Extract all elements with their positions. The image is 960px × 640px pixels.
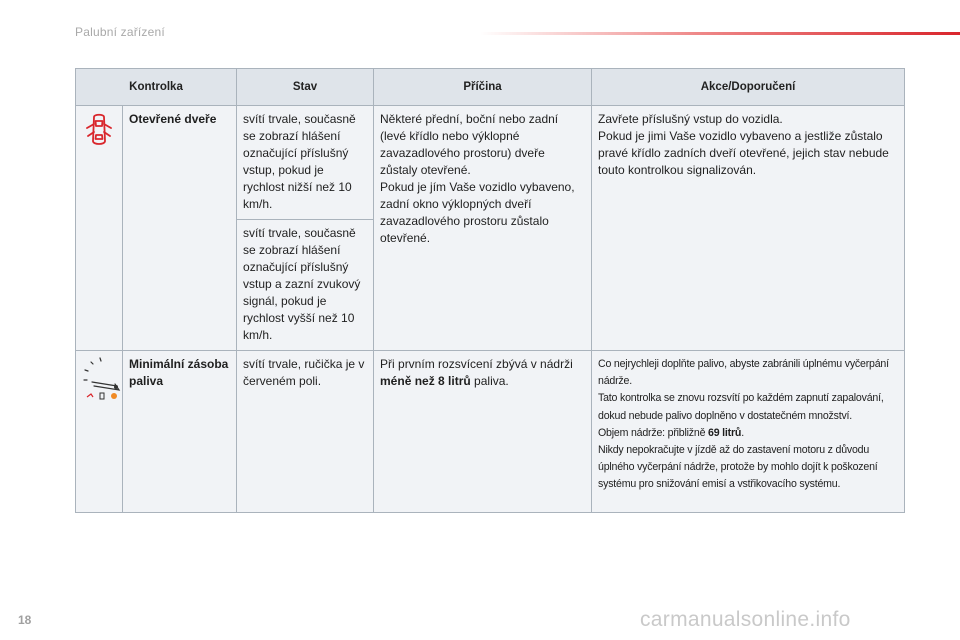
action-fuel-line-1: Co nejrychleji doplňte palivo, abyste zabránili úplnému vyčerpání nádrže. bbox=[598, 358, 889, 388]
action-fuel-tank-volume: 69 litrů bbox=[708, 426, 742, 439]
header-accent-line bbox=[480, 32, 960, 35]
action-fuel-line-4: Nikdy nepokračujte v jízdě až do zastavení motoru z důvodu úplného vyčerpání nádrže, protože by mohlo dojít k poškození systému pro snižování emisí a vstřikovacího systému. bbox=[598, 444, 878, 491]
fuel-icon-cell bbox=[76, 351, 123, 513]
door-icon-cell bbox=[76, 106, 123, 351]
door-open-warning-icon bbox=[84, 111, 114, 149]
warning-lights-table bbox=[75, 68, 905, 513]
warning-name-door: Otevřené dveře bbox=[123, 106, 237, 351]
table-row bbox=[76, 351, 905, 513]
cause-door-line-1: Některé přední, boční nebo zadní (levé křídlo nebo výklopné zavazadlového prostoru) dveře zůstaly otevřené. bbox=[380, 112, 559, 177]
cause-fuel-bold: méně než 8 litrů bbox=[380, 374, 471, 388]
table-row bbox=[76, 106, 905, 220]
action-door-line-2: Pokud je jimi Vaše vozidlo vybaveno a jestliže zůstalo pravé křídlo zadních dveří otevřené, jejich stav nebude touto kontrolkou signalizován. bbox=[598, 129, 889, 177]
action-fuel-line-3-before: Objem nádrže: přibližně bbox=[598, 426, 709, 439]
state-door-high-speed: svítí trvale, současně se zobrazí hlášení označující příslušný vstup a zazní zvukový signál, pokud je rychlost vyšší než 10 km/h. bbox=[237, 220, 374, 351]
cause-door-line-2: Pokud je jím Vaše vozidlo vybaveno, zadní okno výklopných dveří zavazadlového prostoru zůstalo otevřené. bbox=[380, 180, 575, 245]
cause-door bbox=[374, 106, 592, 351]
state-fuel: svítí trvale, ručička je v červeném poli. bbox=[237, 351, 374, 513]
action-door bbox=[592, 106, 905, 351]
table-header-row bbox=[76, 69, 905, 106]
state-door-low-speed: svítí trvale, současně se zobrazí hlášení označující příslušný vstup, pokud je rychlost nižší než 10 km/h. bbox=[237, 106, 374, 220]
cause-fuel-before: Při prvním rozsvícení zbývá v nádrži bbox=[380, 357, 573, 371]
action-fuel-line-2: Tato kontrolka se znovu rozsvítí po každém zapnutí zapalování, dokud nebude palivo doplněno v dostatečném množství. bbox=[598, 392, 884, 422]
action-fuel-line-3 bbox=[598, 425, 898, 442]
action-door-line-1: Zavřete příslušný vstup do vozidla. bbox=[598, 112, 783, 126]
warning-name-fuel: Minimální zásoba paliva bbox=[123, 351, 237, 513]
action-fuel-line-3-after: . bbox=[741, 426, 744, 439]
section-title: Palubní zařízení bbox=[75, 25, 165, 39]
cause-fuel-after: paliva. bbox=[470, 374, 509, 388]
action-fuel bbox=[592, 351, 905, 513]
header-stav: Stav bbox=[237, 69, 374, 106]
page-number: 18 bbox=[18, 613, 32, 627]
fuel-gauge-icon bbox=[82, 356, 122, 404]
cause-fuel bbox=[374, 351, 592, 513]
header-kontrolka: Kontrolka bbox=[76, 69, 237, 106]
watermark: carmanualsonline.info bbox=[640, 608, 851, 631]
header-akce: Akce/Doporučení bbox=[592, 69, 905, 106]
header-pricina: Příčina bbox=[374, 69, 592, 106]
